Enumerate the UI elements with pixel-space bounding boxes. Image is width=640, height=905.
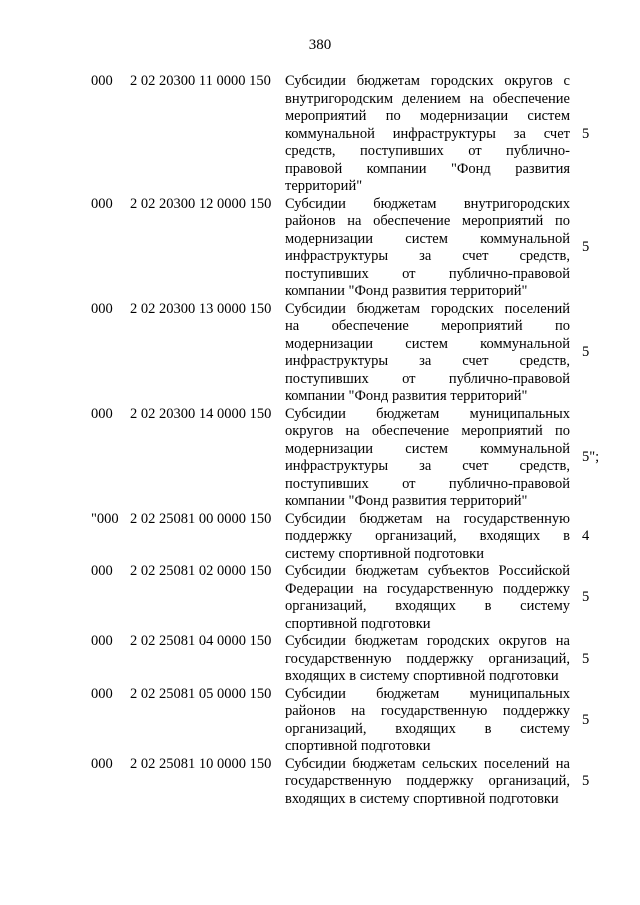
budget-classification-code: 2 02 25081 00 0000 150: [130, 510, 272, 527]
description-line: правовой компании "Фонд развития: [285, 160, 570, 177]
description-line: Субсидии бюджетам городских округов на: [285, 633, 570, 649]
description-line: организаций, входящих в систему: [285, 598, 570, 614]
income-description: [285, 756, 570, 809]
admin-code: 000: [91, 73, 113, 89]
budget-classification-code: 2 02 25081 04 0000 150: [130, 633, 272, 649]
budget-classification-code: 2 02 20300 11 0000 150: [130, 73, 271, 89]
description-line: компании "Фонд развития территорий": [285, 388, 528, 404]
description-line: поступивших от публично-правовой: [285, 370, 570, 387]
table-row: [0, 511, 640, 564]
amount-value: 5: [582, 773, 590, 789]
budget-classification-code: 2 02 25081 05 0000 150: [130, 685, 272, 702]
description-line: Субсидии бюджетам на государственную: [285, 510, 570, 527]
description-line: входящих в систему спортивной подготовки: [285, 668, 559, 684]
description-line: коммунальной инфраструктуры за счет: [285, 125, 570, 142]
table-row: [0, 196, 640, 301]
amount-value: 5: [582, 239, 590, 256]
description-line: систему спортивной подготовки: [285, 545, 484, 562]
description-line: Субсидии бюджетам муниципальных: [285, 685, 570, 702]
description-line: внутригородским делением на обеспечение: [285, 90, 570, 107]
table-row: [0, 756, 640, 809]
admin-code: 000: [91, 563, 113, 579]
description-line: спортивной подготовки: [285, 615, 431, 632]
income-description: [285, 196, 570, 301]
description-line: модернизации систем коммунальной: [285, 230, 570, 247]
admin-code: 000: [91, 405, 113, 422]
description-line: модернизации систем коммунальной: [285, 440, 570, 457]
admin-code: 000: [91, 195, 113, 212]
description-line: районов на обеспечение мероприятий по: [285, 213, 570, 229]
description-line: государственную поддержку организаций,: [285, 773, 570, 789]
admin-code: 000: [91, 755, 113, 772]
admin-code: 000: [91, 685, 113, 702]
budget-classification-code: 2 02 20300 13 0000 150: [130, 300, 272, 317]
description-line: государственную поддержку организаций,: [285, 650, 570, 667]
table-row: [0, 563, 640, 633]
income-description: [285, 73, 570, 196]
description-line: Федерации на государственную поддержку: [285, 580, 570, 597]
budget-classification-code: 2 02 25081 02 0000 150: [130, 563, 272, 579]
description-line: инфраструктуры за счет средств,: [285, 248, 570, 264]
income-description: [285, 511, 570, 564]
description-line: округов на обеспечение мероприятий по: [285, 423, 570, 439]
description-line: Субсидии бюджетам городских поселений: [285, 300, 570, 317]
amount-value: 4: [582, 528, 590, 544]
income-description: [285, 633, 570, 686]
budget-classification-code: 2 02 20300 12 0000 150: [130, 195, 272, 212]
admin-code: "000: [91, 510, 119, 527]
table-row: [0, 686, 640, 756]
description-line: организаций, входящих в систему: [285, 720, 570, 737]
description-line: инфраструктуры за счет средств,: [285, 458, 570, 474]
amount-value: 5";: [582, 449, 600, 466]
page-number: 380: [308, 37, 332, 53]
description-line: инфраструктуры за счет средств,: [285, 353, 570, 369]
income-description: [285, 406, 570, 511]
description-line: Субсидии бюджетам муниципальных: [285, 405, 570, 422]
table-row: [0, 301, 640, 406]
description-line: Субсидии бюджетам городских округов с: [285, 73, 570, 89]
classification-table: [0, 73, 640, 808]
description-line: модернизации систем коммунальной: [285, 335, 570, 352]
amount-value: 5: [582, 125, 590, 142]
description-line: мероприятий по модернизации систем: [285, 108, 570, 124]
description-line: территорий": [285, 178, 363, 194]
description-line: поддержку организаций, входящих в: [285, 528, 570, 544]
table-row: [0, 633, 640, 686]
description-line: на обеспечение мероприятий по: [285, 318, 570, 334]
table-row: [0, 406, 640, 511]
description-line: компании "Фонд развития территорий": [285, 493, 528, 509]
description-line: районов на государственную поддержку: [285, 703, 570, 719]
description-line: Субсидии бюджетам внутригородских: [285, 195, 570, 212]
income-description: [285, 563, 570, 633]
description-line: Субсидии бюджетам субъектов Российской: [285, 563, 570, 579]
amount-value: 5: [582, 711, 590, 728]
table-row: [0, 73, 640, 196]
description-line: средств, поступивших от публично-: [285, 143, 570, 159]
budget-classification-code: 2 02 25081 10 0000 150: [130, 755, 272, 772]
admin-code: 000: [91, 633, 113, 649]
description-line: поступивших от публично-правовой: [285, 475, 570, 492]
income-description: [285, 686, 570, 756]
description-line: поступивших от публично-правовой: [285, 265, 570, 282]
amount-value: 5: [582, 650, 590, 667]
description-line: спортивной подготовки: [285, 738, 431, 754]
amount-value: 5: [582, 344, 590, 361]
amount-value: 5: [582, 589, 590, 606]
admin-code: 000: [91, 300, 113, 317]
description-line: компании "Фонд развития территорий": [285, 283, 528, 299]
description-line: Субсидии бюджетам сельских поселений на: [285, 755, 570, 772]
description-line: входящих в систему спортивной подготовки: [285, 790, 559, 807]
income-description: [285, 301, 570, 406]
budget-classification-code: 2 02 20300 14 0000 150: [130, 405, 272, 422]
